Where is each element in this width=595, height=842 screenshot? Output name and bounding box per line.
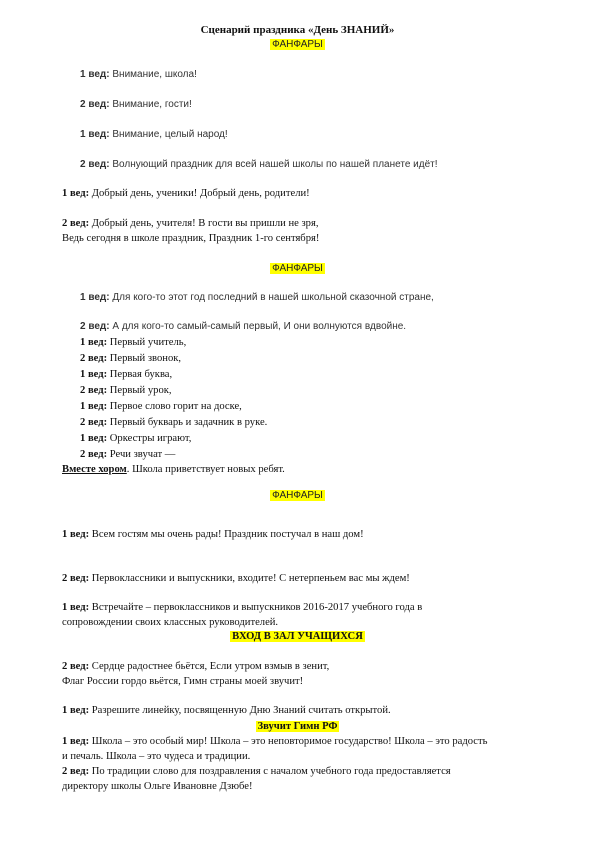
line-exciting-holiday: 2 вед: Волнующий праздник для всей нашей школы по нашей планете идёт! xyxy=(80,159,438,170)
anthem-heading: Звучит Гимн РФ xyxy=(257,721,338,732)
line-flag-anthem: Флаг России гордо вьётся, Гимн страны моей звучит! xyxy=(62,676,304,687)
line-first-letter: 1 вед: Первая буква, xyxy=(80,369,173,380)
line-heart-beats: 2 вед: Сердце радостнее бьётся, Если утром взмыв в зенит, xyxy=(62,661,330,672)
line-director: директору школы Ольге Ивановне Дзюбе! xyxy=(62,781,253,792)
line-guests-welcome: 1 вед: Всем гостям мы очень рады! Праздник постучал в наш дом! xyxy=(62,529,364,540)
line-orchestras: 1 вед: Оркестры играют, xyxy=(80,433,192,444)
line-attention-people: 1 вед: Внимание, целый народ! xyxy=(80,129,228,140)
line-first-graders-enter: 2 вед: Первоклассники и выпускники, входите! С нетерпеньем вас мы ждем! xyxy=(62,573,410,584)
fanfare-heading-3: ФАНФАРЫ xyxy=(272,490,323,501)
line-good-day-students: 1 вед: Добрый день, ученики! Добрый день, родители! xyxy=(62,188,310,199)
fanfare-heading-1: ФАНФАРЫ xyxy=(272,39,323,50)
line-first-lesson: 2 вед: Первый урок, xyxy=(80,385,172,396)
line-holiday-september: Ведь сегодня в школе праздник, Праздник 1-го сентября! xyxy=(62,233,320,244)
fanfare-heading-2: ФАНФАРЫ xyxy=(272,263,323,274)
line-first-primer: 2 вед: Первый букварь и задачник в руке. xyxy=(80,417,268,428)
line-tradition-greeting: 2 вед: По традиции слово для поздравления с началом учебного года предоставляется xyxy=(62,766,451,777)
line-speeches: 2 вед: Речи звучат — xyxy=(80,449,176,460)
line-meet-first-graders: 1 вед: Встречайте – первоклассников и выпускников 2016-2017 учебного года в xyxy=(62,602,423,613)
line-school-world: 1 вед: Школа – это особый мир! Школа – это неповторимое государство! Школа – это радость xyxy=(62,736,488,747)
line-good-day-teachers: 2 вед: Добрый день, учителя! В гости вы пришли не зря, xyxy=(62,218,319,229)
line-first-teacher: 1 вед: Первый учитель, xyxy=(80,337,187,348)
line-chorus: Вместе хором. Школа приветствует новых ребят. xyxy=(62,464,285,475)
line-last-year: 1 вед: Для кого-то этот год последний в нашей школьной сказочной стране, xyxy=(80,292,434,303)
line-attention-guests: 2 вед: Внимание, гости! xyxy=(80,99,192,110)
line-first-year: 2 вед: А для кого-то самый-самый первый, И они волнуются вдвойне. xyxy=(80,321,407,332)
page-title: Сценарий праздника «День ЗНАНИЙ» xyxy=(200,24,395,36)
line-first-bell: 2 вед: Первый звонок, xyxy=(80,353,182,364)
line-accompanied: сопровождении своих классных руководителей. xyxy=(62,617,279,628)
line-joy-sorrow: и печаль. Школа – это чудеса и традиции. xyxy=(62,751,251,762)
line-attention-school: 1 вед: Внимание, школа! xyxy=(80,69,197,80)
line-first-word: 1 вед: Первое слово горит на доске, xyxy=(80,401,242,412)
line-open-assembly: 1 вед: Разрешите линейку, посвященную Дню Знаний считать открытой. xyxy=(62,705,391,716)
entrance-heading: ВХОД В ЗАЛ УЧАЩИХСЯ xyxy=(232,631,363,642)
